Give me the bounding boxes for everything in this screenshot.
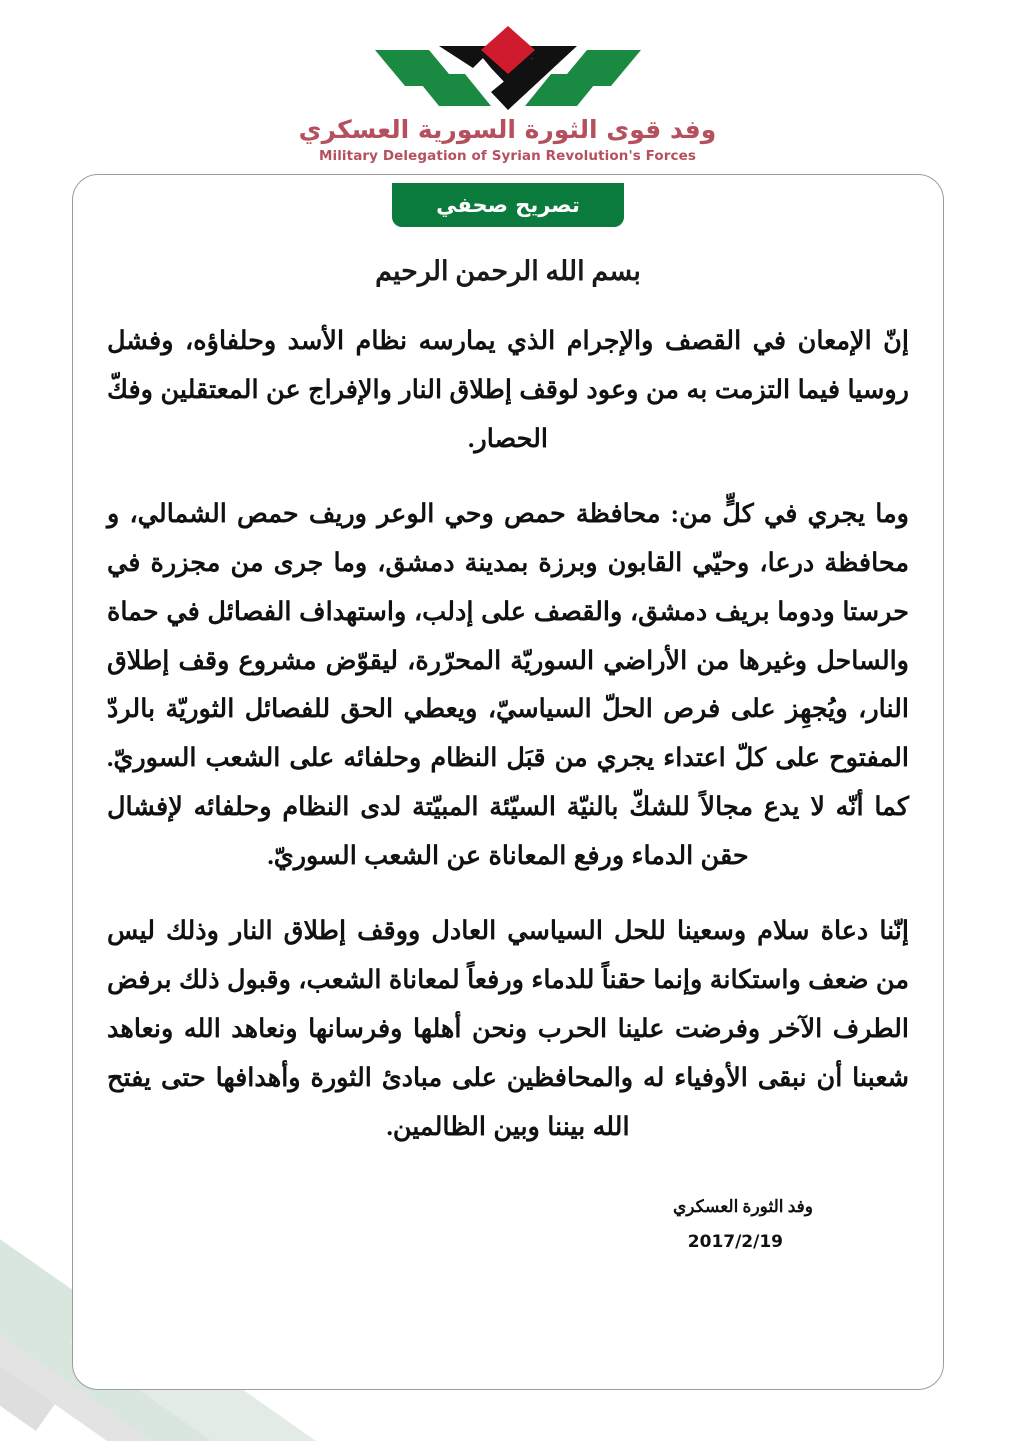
- document-header: [0, 0, 1015, 164]
- signature-name: وفد الثورة العسكري: [672, 1197, 813, 1217]
- decor-stripe-pink: [0, 1111, 2, 1321]
- banner-container: [73, 175, 943, 227]
- signature-block: [107, 1196, 909, 1252]
- press-statement-banner: تصريح صحفي: [392, 183, 624, 227]
- eagle-chevron-logo-icon: [373, 24, 643, 110]
- signature-date: 2017/2/19: [687, 1232, 783, 1253]
- paragraph-2: وما يجري في كلٍّ من: محافظة حمص وحي الوعر وريف حمص الشمالي، و محافظة درعا، وحيّي القابون وبرزة بمدينة دمشق، وما جرى من مجزرة في حرستا ودوما بريف دمشق، والقصف على إدلب، واستهداف الفصائل في حماة والساحل وغيرها من الأراضي السوريّة المحرّرة، ليقوّض مشروع وقف إطلاق النار، ويُجهِز على فرص الحلّ السياسيّ، ويعطي الحق للفصائل الثوريّة بالردّ المفتوح على كلّ اعتداء يجري من قبَل النظام وحلفائه على الشعب السوريّ. كما أنّه لا يدع مجالاً للشكّ بالنيّة السيّئة المبيّتة لدى النظام وحلفائه لإفشال حقن الدماء ورفع المعاناة عن الشعب السوريّ.: [107, 498, 909, 871]
- org-name-english: Military Delegation of Syrian Revolution's Forces: [318, 147, 697, 164]
- org-name-arabic: وفد قوى الثورة السورية العسكري: [298, 115, 717, 144]
- paragraph-1: إنّ الإمعان في القصف والإجرام الذي يمارسه نظام الأسد وحلفاؤه، وفشل روسيا فيما التزمت به من وعود لوقف إطلاق النار والإفراج عن المعتقلين وفكّ الحصار.: [107, 325, 909, 453]
- paragraph-3: إنّنا دعاة سلام وسعينا للحل السياسي العادل ووقف إطلاق النار وذلك ليس من ضعف واستكانة وإنما حقناً للدماء ورفعاً لمعاناة الشعب، وقبول ذلك برفض الطرف الآخر وفرضت علينا الحرب ونحن أهلها وفرسانها ونعاهد الله ونعاهد شعبنا أن نبقى الأوفياء له والمحافظين على مبادئ الثورة وأهدافها حتى يفتح الله بيننا وبين الظالمين.: [107, 916, 909, 1142]
- statement-body: [107, 245, 909, 1369]
- basmala-line: بسم الله الرحمن الرحيم: [375, 256, 641, 286]
- statement-card: [72, 174, 944, 1390]
